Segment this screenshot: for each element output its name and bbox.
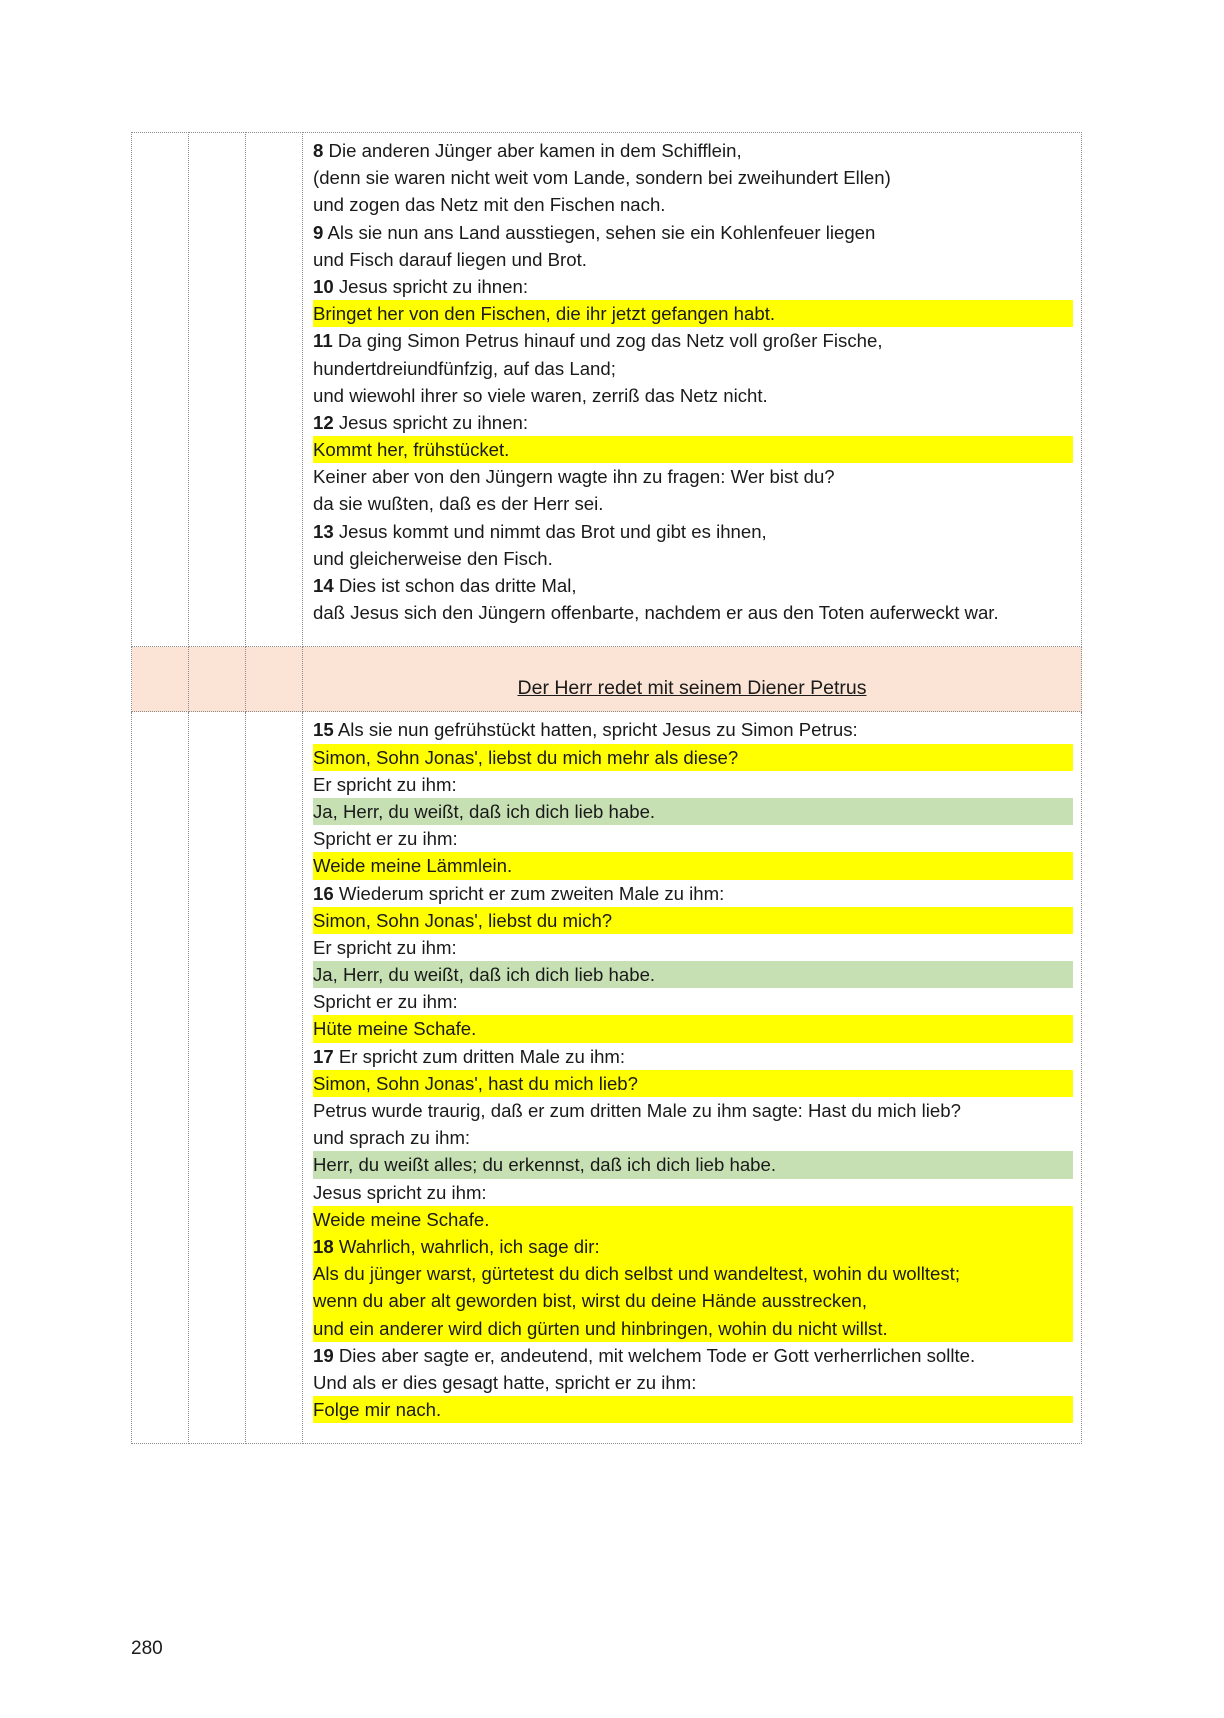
verse-text: Wahrlich, wahrlich, ich sage dir: <box>338 1235 600 1257</box>
verse-line <box>313 490 1073 517</box>
verse-text: und zogen das Netz mit den Fischen nach. <box>313 194 666 216</box>
verse-text: Jesus spricht zu ihm: <box>313 1181 487 1203</box>
verse-text: Dies aber sagte er, andeutend, mit welchem Tode er Gott verherrlichen sollte. <box>338 1344 976 1366</box>
verse-line <box>313 1315 1073 1342</box>
empty-cell <box>246 647 303 712</box>
verse-line <box>313 518 1073 545</box>
verse-line <box>313 436 1073 463</box>
verse-line <box>313 1043 1073 1070</box>
verse-number: 12 <box>313 411 334 433</box>
verse-line <box>313 1151 1073 1178</box>
verse-text: Die anderen Jünger aber kamen in dem Schifflein, <box>328 140 742 161</box>
verse-line <box>313 1369 1073 1396</box>
verse-number: 11 <box>313 330 333 352</box>
verse-text: hundertdreiundfünfzig, auf das Land; <box>313 357 616 379</box>
verse-block-1 <box>313 137 1073 626</box>
verse-text: Petrus wurde traurig, daß er zum dritten Male zu ihm sagte: Hast du mich lieb? <box>313 1100 961 1121</box>
verse-text: und sprach zu ihm: <box>313 1127 471 1149</box>
verse-line <box>313 852 1073 879</box>
verse-table <box>131 132 1082 1444</box>
verse-line <box>313 1179 1073 1206</box>
verse-text: Folge mir nach. <box>313 1399 442 1421</box>
verse-text: Simon, Sohn Jonas', hast du mich lieb? <box>313 1072 638 1094</box>
verse-text: Simon, Sohn Jonas', liebst du mich mehr als diese? <box>313 746 739 768</box>
verse-text: Spricht er zu ihm: <box>313 991 458 1013</box>
verse-number: 15 <box>313 719 334 741</box>
verse-line <box>313 988 1073 1015</box>
empty-cell <box>189 133 246 647</box>
verse-text-cell <box>303 133 1082 647</box>
empty-cell <box>132 647 189 712</box>
verse-text: Herr, du weißt alles; du erkennst, daß ich dich lieb habe. <box>313 1154 777 1176</box>
verse-text: und ein anderer wird dich gürten und hinbringen, wohin du nicht willst. <box>313 1317 888 1339</box>
verse-number: 16 <box>313 882 334 904</box>
verse-text: Als du jünger warst, gürtetest du dich selbst und wandeltest, wohin du wolltest; <box>313 1263 961 1285</box>
verse-number: 19 <box>313 1344 334 1366</box>
verse-text: Er spricht zu ihm: <box>313 936 457 958</box>
verse-line <box>313 463 1073 490</box>
verse-line <box>313 273 1073 300</box>
empty-cell <box>132 712 189 1444</box>
verse-line <box>313 1206 1073 1233</box>
verse-line <box>313 716 1073 743</box>
verse-line <box>313 382 1073 409</box>
verse-number: 9 <box>313 221 324 243</box>
verse-line <box>313 907 1073 934</box>
verse-number: 13 <box>313 520 334 542</box>
verse-text: (denn sie waren nicht weit vom Lande, sondern bei zweihundert Ellen) <box>313 167 891 189</box>
verse-text: Ja, Herr, du weißt, daß ich dich lieb habe. <box>313 964 656 986</box>
verse-line <box>313 961 1073 988</box>
table-row <box>132 133 1082 647</box>
verse-text: daß Jesus sich den Jüngern offenbarte, nachdem er aus den Toten auferweckt war. <box>313 602 999 624</box>
verse-text: Keiner aber von den Jüngern wagte ihn zu fragen: Wer bist du? <box>313 466 835 488</box>
empty-cell <box>132 133 189 647</box>
verse-line <box>313 219 1073 246</box>
verse-text: Da ging Simon Petrus hinauf und zog das Netz voll großer Fische, <box>337 330 883 352</box>
verse-line <box>313 744 1073 771</box>
verse-text: Hüte meine Schafe. <box>313 1018 477 1040</box>
empty-cell <box>246 712 303 1444</box>
verse-text: Dies ist schon das dritte Mal, <box>338 575 577 596</box>
verse-line <box>313 599 1073 626</box>
heading-cell <box>303 647 1082 712</box>
verse-line <box>313 1260 1073 1287</box>
verse-line <box>313 327 1073 354</box>
verse-number: 10 <box>313 275 334 297</box>
verse-line <box>313 300 1073 327</box>
heading-row <box>132 647 1082 712</box>
verse-text: Simon, Sohn Jonas', liebst du mich? <box>313 909 613 931</box>
verse-line <box>313 1015 1073 1042</box>
empty-cell <box>246 133 303 647</box>
verse-line <box>313 164 1073 191</box>
verse-text: Wiederum spricht er zum zweiten Male zu ihm: <box>338 882 725 904</box>
verse-line <box>313 137 1073 164</box>
verse-line <box>313 246 1073 273</box>
verse-line <box>313 191 1073 218</box>
verse-text: und gleicherweise den Fisch. <box>313 547 553 569</box>
verse-line <box>313 825 1073 852</box>
verse-line <box>313 934 1073 961</box>
verse-text: Ja, Herr, du weißt, daß ich dich lieb habe. <box>313 800 656 822</box>
verse-line <box>313 1097 1073 1124</box>
verse-text: und Fisch darauf liegen und Brot. <box>313 248 587 270</box>
verse-line <box>313 1124 1073 1151</box>
verse-text: Er spricht zu ihm: <box>313 773 457 795</box>
empty-cell <box>189 647 246 712</box>
verse-text: Weide meine Lämmlein. <box>313 855 513 877</box>
empty-cell <box>189 712 246 1444</box>
verse-text: Jesus kommt und nimmt das Brot und gibt es ihnen, <box>338 520 767 542</box>
verse-text: Weide meine Schafe. <box>313 1208 490 1230</box>
verse-text: wenn du aber alt geworden bist, wirst du deine Hände ausstrecken, <box>313 1290 868 1312</box>
section-heading: Der Herr redet mit seinem Diener Petrus <box>517 676 867 699</box>
verse-number: 17 <box>313 1045 334 1067</box>
verse-text-cell <box>303 712 1082 1444</box>
verse-text: Jesus spricht zu ihnen: <box>338 275 528 297</box>
verse-line <box>313 771 1073 798</box>
verse-line <box>313 355 1073 382</box>
verse-text: Und als er dies gesagt hatte, spricht er zu ihm: <box>313 1371 697 1393</box>
verse-text: Kommt her, frühstücket. <box>313 439 510 461</box>
verse-number: 14 <box>313 575 334 596</box>
verse-line <box>313 1070 1073 1097</box>
verse-block-2 <box>313 716 1073 1423</box>
verse-text: Spricht er zu ihm: <box>313 828 458 850</box>
verse-text: Er spricht zum dritten Male zu ihm: <box>338 1045 626 1067</box>
verse-line <box>313 1287 1073 1314</box>
verse-line <box>313 1233 1073 1260</box>
verse-text: Bringet her von den Fischen, die ihr jetzt gefangen habt. <box>313 303 776 325</box>
verse-line <box>313 545 1073 572</box>
verse-text: Als sie nun ans Land ausstiegen, sehen sie ein Kohlenfeuer liegen <box>327 221 876 243</box>
verse-line <box>313 880 1073 907</box>
verse-text: Als sie nun gefrühstückt hatten, spricht Jesus zu Simon Petrus: <box>337 719 858 741</box>
verse-line <box>313 409 1073 436</box>
verse-line <box>313 572 1073 599</box>
verse-number: 8 <box>313 140 324 161</box>
verse-number: 18 <box>313 1235 334 1257</box>
table-row <box>132 712 1082 1444</box>
page-number: 280 <box>131 1638 163 1659</box>
verse-line <box>313 1342 1073 1369</box>
verse-text: da sie wußten, daß es der Herr sei. <box>313 493 604 515</box>
verse-text: Jesus spricht zu ihnen: <box>338 411 528 433</box>
verse-line <box>313 798 1073 825</box>
verse-line <box>313 1396 1073 1423</box>
verse-text: und wiewohl ihrer so viele waren, zerriß das Netz nicht. <box>313 384 768 406</box>
